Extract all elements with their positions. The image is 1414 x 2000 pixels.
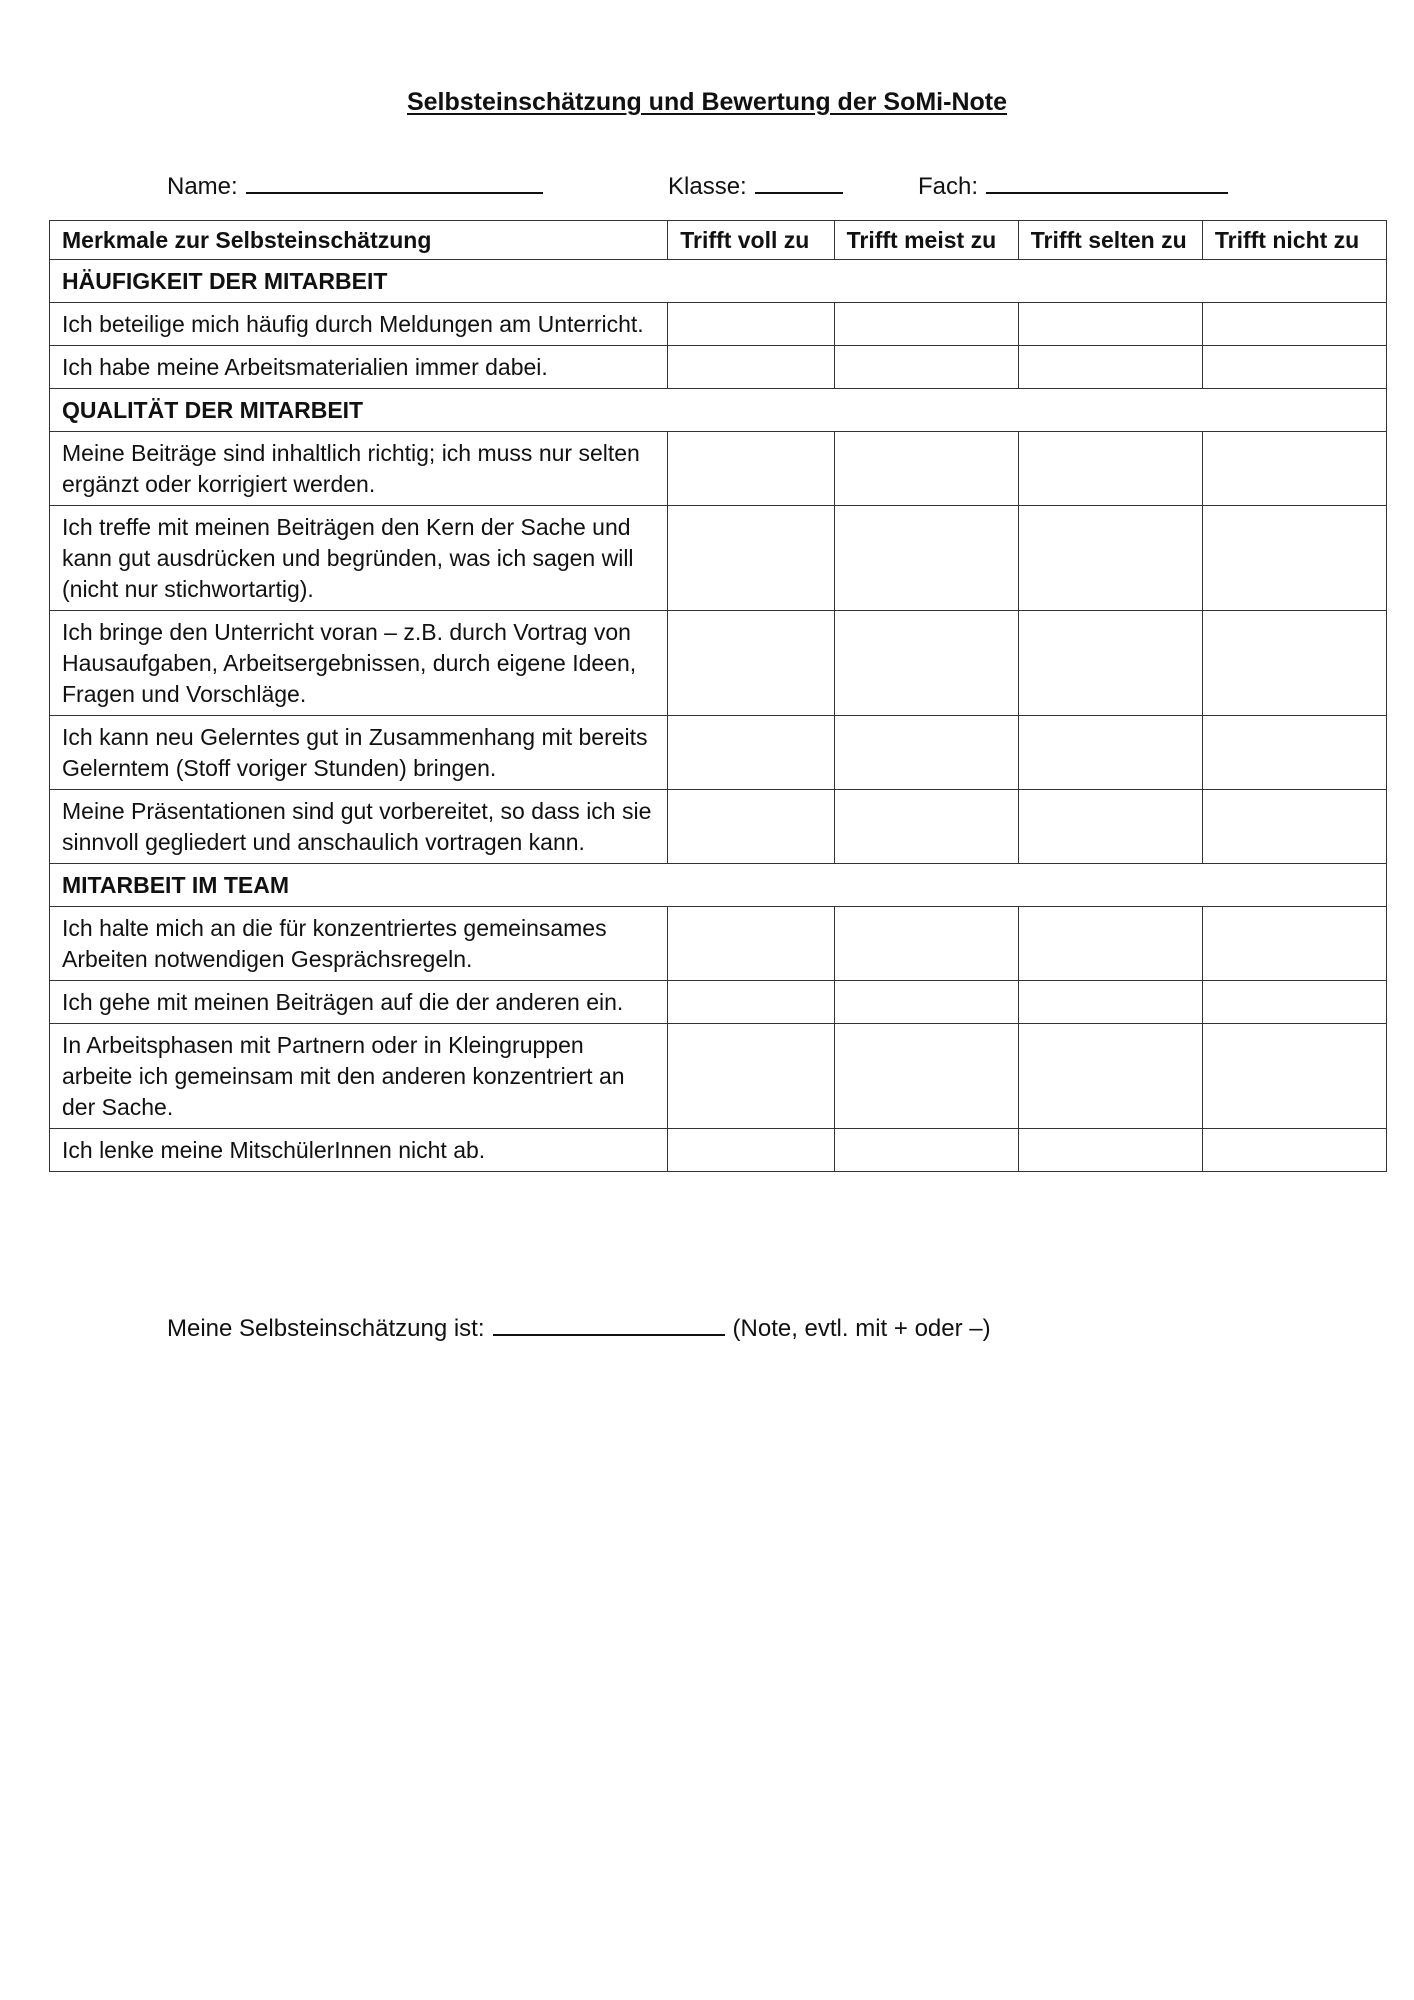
rating-cell-nicht[interactable] xyxy=(1202,432,1386,506)
rating-cell-meist[interactable] xyxy=(834,716,1018,790)
criterion-text: Ich lenke meine MitschülerInnen nicht ab. xyxy=(50,1129,668,1172)
rating-cell-meist[interactable] xyxy=(834,303,1018,346)
rating-cell-selten[interactable] xyxy=(1018,1129,1202,1172)
name-blank-line[interactable] xyxy=(246,170,543,194)
table-row xyxy=(50,611,1387,716)
criterion-text: Ich gehe mit meinen Beiträgen auf die der anderen ein. xyxy=(50,981,668,1024)
rating-cell-nicht[interactable] xyxy=(1202,981,1386,1024)
rating-cell-meist[interactable] xyxy=(834,1129,1018,1172)
rating-cell-voll[interactable] xyxy=(668,611,834,716)
fach-label: Fach: xyxy=(918,173,979,200)
rating-cell-nicht[interactable] xyxy=(1202,506,1386,611)
table-row xyxy=(50,303,1387,346)
rating-cell-selten[interactable] xyxy=(1018,716,1202,790)
klasse-label: Klasse: xyxy=(668,173,747,200)
criterion-text: Ich kann neu Gelerntes gut in Zusammenhang mit bereits Gelerntem (Stoff voriger Stunden) bringen. xyxy=(50,716,668,790)
rating-cell-nicht[interactable] xyxy=(1202,907,1386,981)
criterion-text: Ich beteilige mich häufig durch Meldungen am Unterricht. xyxy=(50,303,668,346)
fach-field[interactable] xyxy=(918,170,1228,201)
rating-cell-selten[interactable] xyxy=(1018,432,1202,506)
rating-cell-meist[interactable] xyxy=(834,506,1018,611)
rating-cell-meist[interactable] xyxy=(834,346,1018,389)
rating-cell-voll[interactable] xyxy=(668,346,834,389)
table-row xyxy=(50,1024,1387,1129)
rating-cell-voll[interactable] xyxy=(668,716,834,790)
section-heading: MITARBEIT IM TEAM xyxy=(50,864,1387,907)
rating-cell-selten[interactable] xyxy=(1018,506,1202,611)
page-title: Selbsteinschätzung und Bewertung der SoMi-Note xyxy=(406,88,1008,116)
table-header-row xyxy=(50,221,1387,260)
rating-cell-selten[interactable] xyxy=(1018,346,1202,389)
table-body xyxy=(50,260,1387,1172)
rating-cell-nicht[interactable] xyxy=(1202,790,1386,864)
criterion-text: Meine Beiträge sind inhaltlich richtig; ich muss nur selten ergänzt oder korrigiert werden. xyxy=(50,432,668,506)
grade-blank-line[interactable] xyxy=(493,1312,725,1336)
section-header-row xyxy=(50,389,1387,432)
klasse-field[interactable] xyxy=(668,170,843,201)
rating-cell-nicht[interactable] xyxy=(1202,346,1386,389)
fach-blank-line[interactable] xyxy=(986,170,1228,194)
column-header-meist: Trifft meist zu xyxy=(834,221,1018,260)
table-row xyxy=(50,716,1387,790)
rating-cell-meist[interactable] xyxy=(834,790,1018,864)
section-heading: QUALITÄT DER MITARBEIT xyxy=(50,389,1387,432)
column-header-selten: Trifft selten zu xyxy=(1018,221,1202,260)
table-row xyxy=(50,790,1387,864)
criterion-text: Ich bringe den Unterricht voran – z.B. durch Vortrag von Hausaufgaben, Arbeitsergebnissen, durch eigene Ideen, Fragen und Vorschläge. xyxy=(50,611,668,716)
self-assessment-label: Meine Selbsteinschätzung ist: xyxy=(167,1315,485,1342)
rating-cell-meist[interactable] xyxy=(834,611,1018,716)
table-row xyxy=(50,981,1387,1024)
table-row xyxy=(50,346,1387,389)
rating-cell-meist[interactable] xyxy=(834,1024,1018,1129)
rating-cell-nicht[interactable] xyxy=(1202,716,1386,790)
table-row xyxy=(50,432,1387,506)
rating-cell-meist[interactable] xyxy=(834,907,1018,981)
criterion-text: Ich halte mich an die für konzentriertes gemeinsames Arbeiten notwendigen Gesprächsregeln. xyxy=(50,907,668,981)
rating-cell-voll[interactable] xyxy=(668,506,834,611)
rating-cell-voll[interactable] xyxy=(668,303,834,346)
assessment-table xyxy=(49,220,1387,1172)
column-header-voll: Trifft voll zu xyxy=(668,221,834,260)
table-row xyxy=(50,506,1387,611)
column-header-nicht: Trifft nicht zu xyxy=(1202,221,1386,260)
rating-cell-voll[interactable] xyxy=(668,907,834,981)
rating-cell-selten[interactable] xyxy=(1018,1024,1202,1129)
rating-cell-nicht[interactable] xyxy=(1202,303,1386,346)
name-label: Name: xyxy=(167,173,238,200)
rating-cell-voll[interactable] xyxy=(668,981,834,1024)
rating-cell-selten[interactable] xyxy=(1018,303,1202,346)
table-row xyxy=(50,907,1387,981)
grade-hint: (Note, evtl. mit + oder –) xyxy=(732,1315,991,1342)
criterion-text: Meine Präsentationen sind gut vorbereitet, so dass ich sie sinnvoll gegliedert und anschaulich vortragen kann. xyxy=(50,790,668,864)
section-header-row xyxy=(50,864,1387,907)
self-assessment-line xyxy=(167,1312,991,1343)
rating-cell-selten[interactable] xyxy=(1018,907,1202,981)
rating-cell-voll[interactable] xyxy=(668,1129,834,1172)
rating-cell-meist[interactable] xyxy=(834,981,1018,1024)
rating-cell-nicht[interactable] xyxy=(1202,611,1386,716)
criterion-text: Ich habe meine Arbeitsmaterialien immer dabei. xyxy=(50,346,668,389)
rating-cell-meist[interactable] xyxy=(834,432,1018,506)
column-header-criteria: Merkmale zur Selbsteinschätzung xyxy=(50,221,668,260)
klasse-blank-line[interactable] xyxy=(755,170,843,194)
section-heading: HÄUFIGKEIT DER MITARBEIT xyxy=(50,260,1387,303)
rating-cell-nicht[interactable] xyxy=(1202,1024,1386,1129)
name-field[interactable] xyxy=(167,170,543,201)
criterion-text: Ich treffe mit meinen Beiträgen den Kern der Sache und kann gut ausdrücken und begründen, was ich sagen will (nicht nur stichwortartig). xyxy=(50,506,668,611)
rating-cell-voll[interactable] xyxy=(668,790,834,864)
rating-cell-nicht[interactable] xyxy=(1202,1129,1386,1172)
table-row xyxy=(50,1129,1387,1172)
criterion-text: In Arbeitsphasen mit Partnern oder in Kleingruppen arbeite ich gemeinsam mit den anderen konzentriert an der Sache. xyxy=(50,1024,668,1129)
rating-cell-selten[interactable] xyxy=(1018,981,1202,1024)
rating-cell-selten[interactable] xyxy=(1018,611,1202,716)
rating-cell-selten[interactable] xyxy=(1018,790,1202,864)
rating-cell-voll[interactable] xyxy=(668,432,834,506)
rating-cell-voll[interactable] xyxy=(668,1024,834,1129)
section-header-row xyxy=(50,260,1387,303)
